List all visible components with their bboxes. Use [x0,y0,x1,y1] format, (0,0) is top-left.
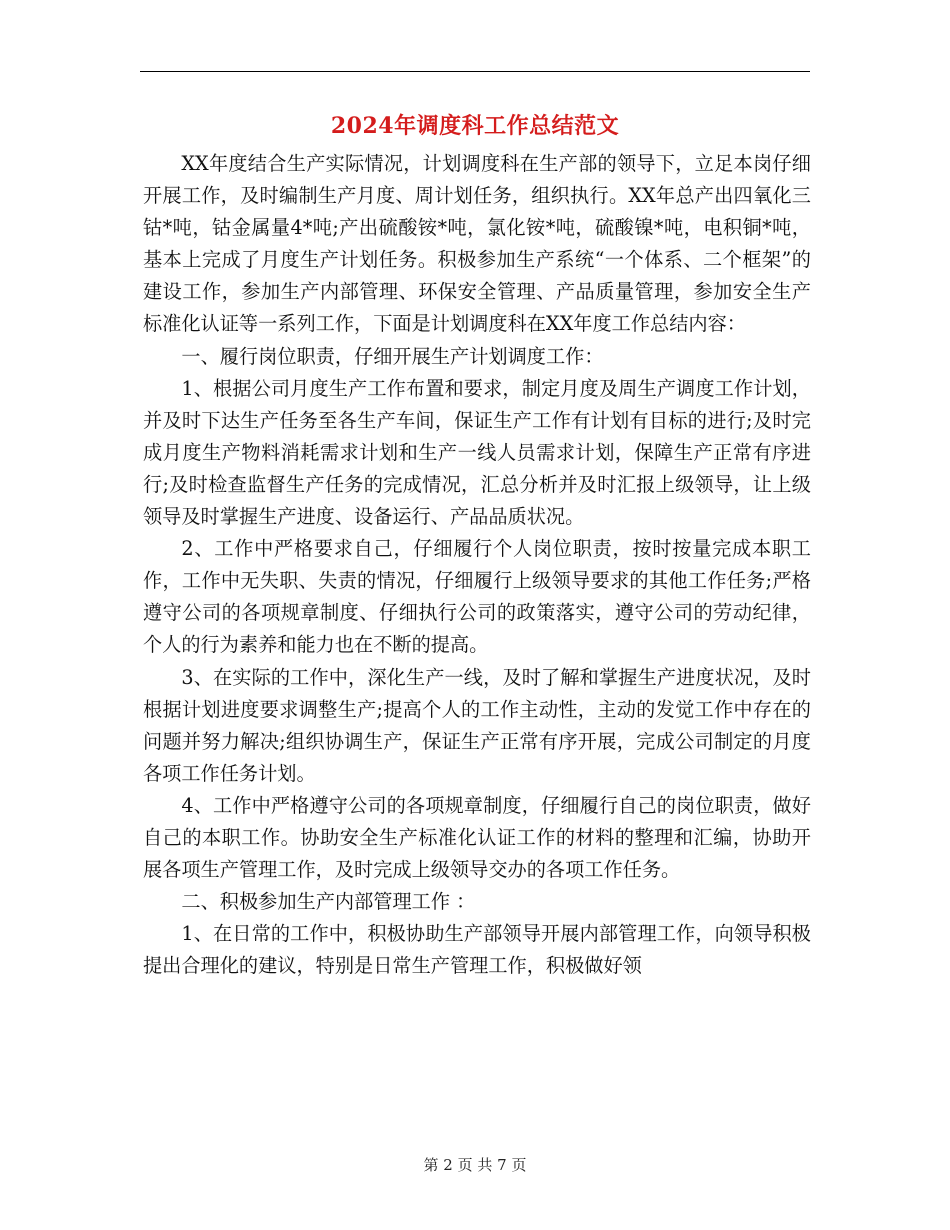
section-heading-1: 一、履行岗位职责，仔细开展生产计划调度工作： [181,344,604,368]
header-rule [140,71,810,72]
document-body [143,148,811,982]
paragraph-item-1: 1、根据公司月度生产工作布置和要求，制定月度及周生产调度工作计划，并及时下达生产任务至各生产车间，保证生产工作有计划有目标的进行;及时完成月度生产物料消耗需求计划和生产一线人员需求计划，保障生产正常有序进行;及时检查监督生产任务的完成情况，汇总分析并及时汇报上级领导，让上级领导及时掌握生产进度、设备运行、产品品质状况。 [143,376,811,529]
paragraph-section2-item-1: 1、在日常的工作中，积极协助生产部领导开展内部管理工作，向领导积极提出合理化的建议，特别是日常生产管理工作，积极做好领 [143,922,811,978]
paragraph-intro: XX年度结合生产实际情况，计划调度科在生产部的领导下，立足本岗仔细开展工作，及时编制生产月度、周计划任务，组织执行。XX年总产出四氧化三钴*吨，钴金属量4*吨;产出硫酸铵*吨，氯化铵*吨，硫酸镍*吨，电积铜*吨，基本上完成了月度生产计划任务。积极参加生产系统“一个体系、二个框架”的建设工作，参加生产内部管理、环保安全管理、产品质量管理，参加安全生产标准化认证等一系列工作，下面是计划调度科在XX年度工作总结内容： [143,152,811,336]
paragraph-item-2: 2、工作中严格要求自己，仔细履行个人岗位职责，按时按量完成本职工作，工作中无失职、失责的情况，仔细履行上级领导要求的其他工作任务;严格遵守公司的各项规章制度、仔细执行公司的政策落实，遵守公司的劳动纪律，个人的行为素养和能力也在不断的提高。 [143,537,811,657]
paragraph-item-4: 4、工作中严格遵守公司的各项规章制度，仔细履行自己的岗位职责，做好自己的本职工作。协助安全生产标准化认证工作的材料的整理和汇编，协助开展各项生产管理工作，及时完成上级领导交办的各项工作任务。 [143,793,811,882]
document-title: 2024年调度科工作总结范文 [330,113,620,139]
paragraph-item-3: 3、在实际的工作中，深化生产一线，及时了解和掌握生产进度状况，及时根据计划进度要求调整生产;提高个人的工作主动性，主动的发觉工作中存在的问题并努力解决;组织协调生产，保证生产正常有序开展，完成公司制定的月度各项工作任务计划。 [143,665,811,785]
section-heading-2: 二、积极参加生产内部管理工作 ： [181,890,476,914]
page-number-footer: 第 2 页 共 7 页 [423,1156,527,1174]
